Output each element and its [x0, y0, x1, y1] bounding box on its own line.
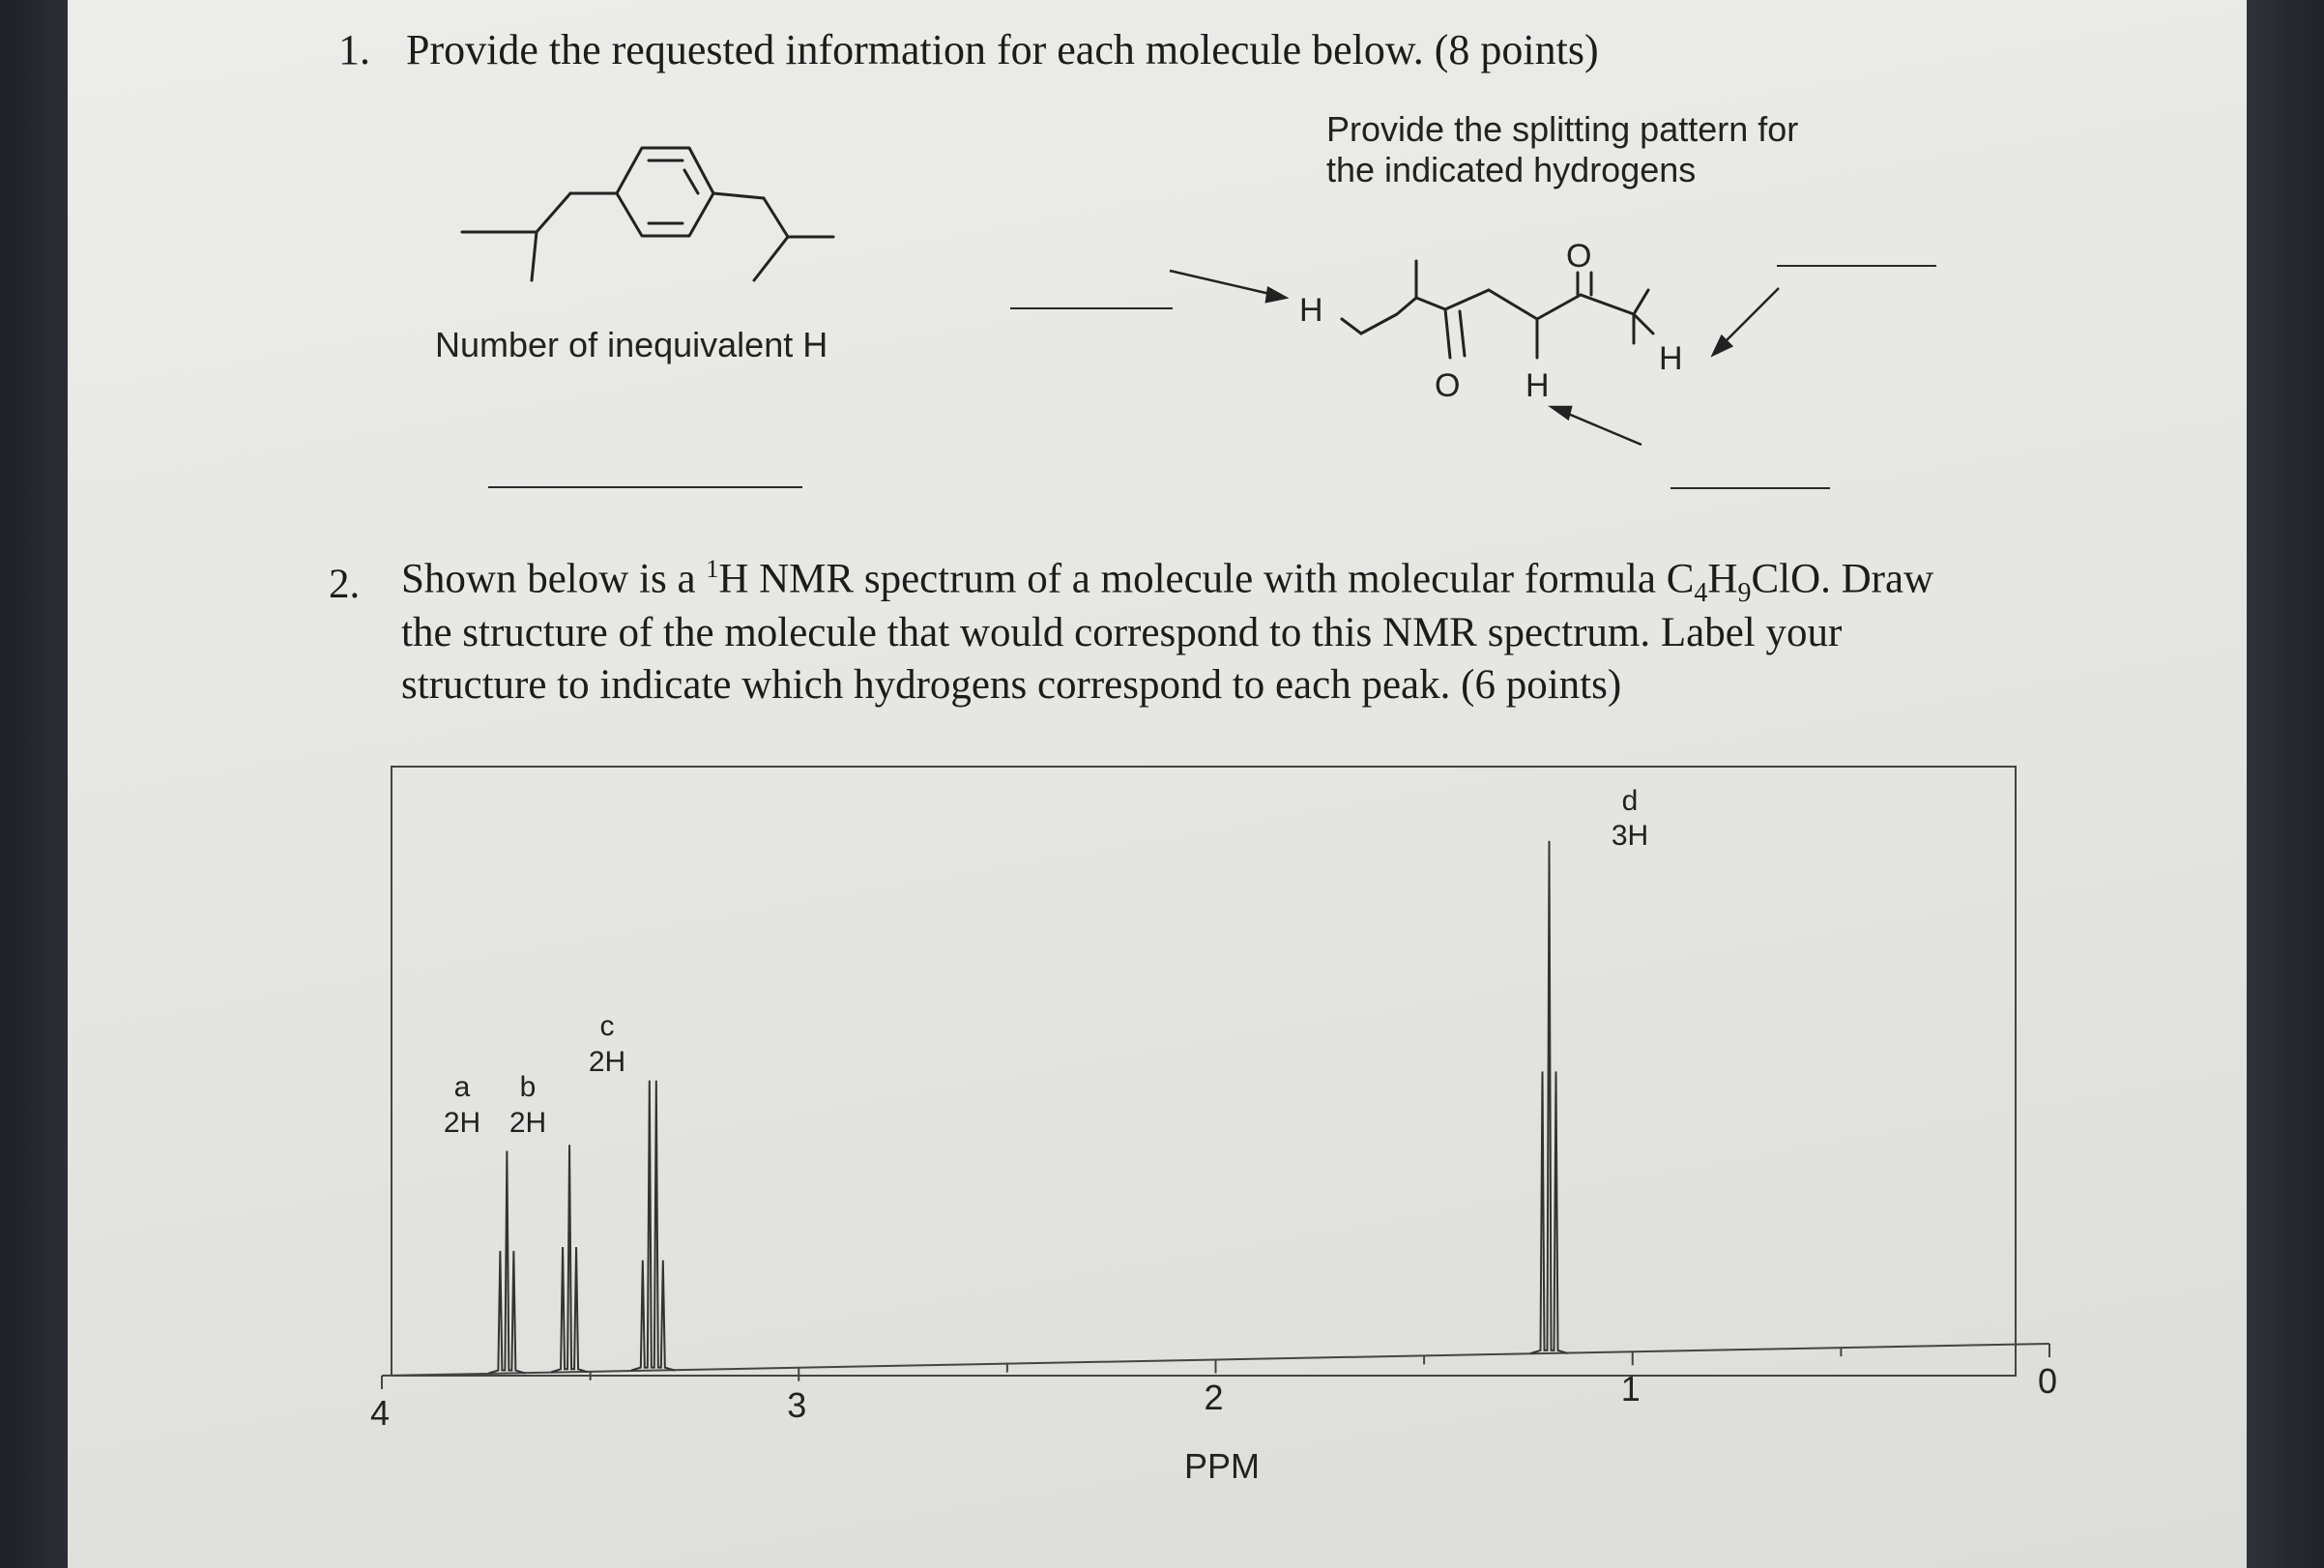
formula-subscript-4: 4	[1694, 577, 1708, 608]
x-tick-label-0: 0	[2038, 1361, 2058, 1401]
formula-h: H	[1707, 556, 1738, 602]
nmr-spectrum-chart	[367, 735, 2069, 1469]
peak-integration-a: 2H	[443, 1107, 481, 1139]
x-tick-label-3: 3	[787, 1384, 807, 1425]
peak-label-d: d	[1621, 785, 1639, 817]
atom-o-top: O	[1566, 238, 1592, 275]
splitting-answer-blank-left[interactable]	[1010, 307, 1173, 309]
atom-o-bottom: O	[1435, 367, 1461, 404]
x-tick-label-2: 2	[1204, 1377, 1224, 1417]
q2-line1-a: Shown below is a	[401, 556, 707, 602]
question-1-text: Provide the requested information for each molecule below. (8 points)	[406, 26, 1599, 73]
atom-h-right: H	[1659, 340, 1683, 377]
inequivalent-h-label: Number of inequivalent H	[435, 325, 828, 364]
x-axis-label-ppm: PPM	[1184, 1446, 1261, 1486]
formula-subscript-9: 9	[1737, 577, 1752, 608]
splitting-answer-blank-bottom[interactable]	[1670, 487, 1830, 489]
question-2-number: 2.	[329, 562, 361, 607]
splitting-answer-blank-right[interactable]	[1777, 265, 1936, 267]
question-2-line-2: the structure of the molecule that would correspond to this NMR spectrum. Label your	[401, 610, 1843, 655]
q2-superscript: 1	[706, 555, 719, 583]
splitting-label-line1: Provide the splitting pattern for	[1326, 109, 1799, 149]
peak-label-c: c	[599, 1010, 615, 1042]
q2-line1-b: H NMR spectrum of a molecule with molecular formula C	[718, 556, 1695, 602]
formula-rest: ClO. Draw	[1751, 556, 1934, 602]
nmr-peak-c	[631, 1081, 675, 1371]
x-tick-label-1: 1	[1620, 1369, 1641, 1409]
peak-label-a: a	[453, 1071, 471, 1103]
peak-integration-c: 2H	[588, 1046, 626, 1078]
question-2-line-3: structure to indicate which hydrogens correspond to each peak. (6 points)	[401, 662, 1622, 708]
question-1-number: 1.	[338, 26, 370, 73]
question-2-line-1	[401, 555, 1933, 609]
splitting-label-line2: the indicated hydrogens	[1326, 150, 1697, 189]
peak-integration-d: 3H	[1611, 820, 1649, 852]
nmr-peak-d	[1531, 841, 1568, 1353]
peak-integration-b: 2H	[508, 1107, 547, 1139]
atom-h-middle: H	[1525, 367, 1550, 404]
nmr-peak-b	[551, 1145, 588, 1372]
peak-label-b: b	[519, 1071, 537, 1103]
x-tick-label-4: 4	[370, 1393, 391, 1433]
nmr-peak-a	[488, 1151, 525, 1374]
atom-h-left: H	[1299, 292, 1323, 329]
